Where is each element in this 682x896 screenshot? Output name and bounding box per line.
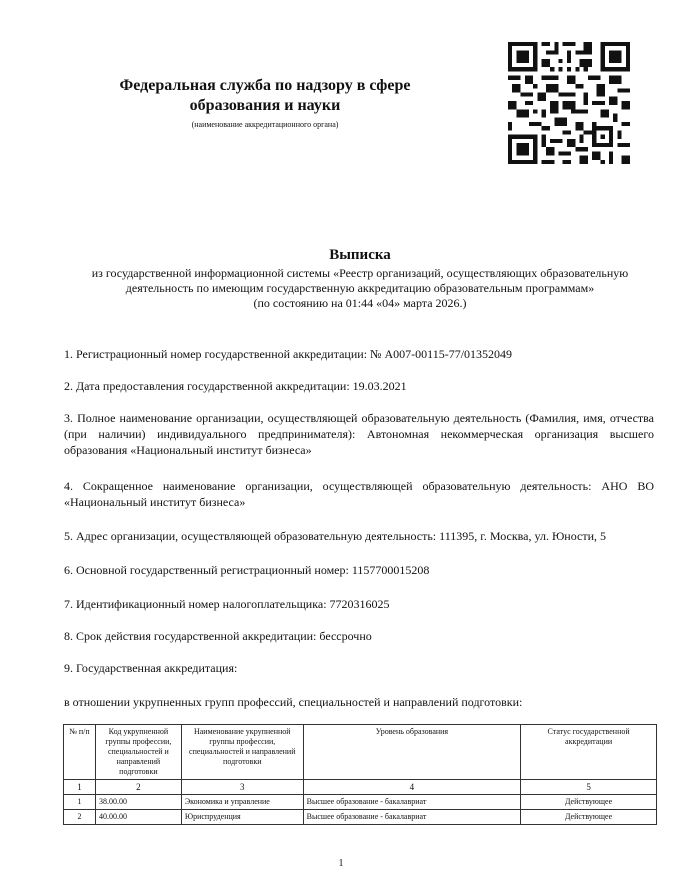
row-level: Высшее образование - бакалавриат xyxy=(303,810,521,825)
row-code: 38.00.00 xyxy=(95,795,181,810)
row-group-name: Юриспруденция xyxy=(181,810,303,825)
column-number: 1 xyxy=(64,780,96,795)
col-header-code: Код укрупненной группы профессии, специальностей и направлений подготовки xyxy=(95,725,181,780)
extract-subtitle-line1: из государственной информационной системы «Реестр организаций, осуществляющих образовательную xyxy=(91,266,629,280)
col-header-status: Статус государственной аккредитации xyxy=(521,725,657,780)
agency-caption: (наименование аккредитационного органа) xyxy=(191,120,339,129)
page-number: 1 xyxy=(338,858,344,869)
qr-code xyxy=(508,42,630,164)
item-accreditation-date: 2. Дата предоставления государственной аккредитации: 19.03.2021 xyxy=(64,379,407,393)
extract-date: (по состоянию на 01:44 «04» марта 2026.) xyxy=(253,296,467,310)
item-validity: 8. Срок действия государственной аккредитации: бессрочно xyxy=(64,629,372,643)
item-short-name: 4. Сокращенное наименование организации, осуществляющей образовательную деятельность: АНО ВО «Национальный институт бизнеса» xyxy=(64,479,654,509)
agency-block xyxy=(80,76,450,129)
column-number: 3 xyxy=(181,780,303,795)
table-column-numbers-row xyxy=(64,780,657,795)
row-code: 40.00.00 xyxy=(95,810,181,825)
col-header-name: Наименование укрупненной группы профессии, специальностей и направлений подготовки xyxy=(181,725,303,780)
table-header-row xyxy=(64,725,657,780)
item-inn: 7. Идентификационный номер налогоплательщика: 7720316025 xyxy=(64,597,390,611)
column-number: 2 xyxy=(95,780,181,795)
extract-subtitle-line2: деятельность по имеющим государственную аккредитацию образовательным программам» xyxy=(125,281,595,295)
row-status: Действующее xyxy=(521,810,657,825)
extract-title: Выписка xyxy=(329,247,391,263)
item-accreditation: 9. Государственная аккредитация: xyxy=(64,661,238,675)
item-groups-intro: в отношении укрупненных групп профессий, специальностей и направлений подготовки: xyxy=(64,695,523,709)
row-group-name: Экономика и управление xyxy=(181,795,303,810)
column-number: 5 xyxy=(521,780,657,795)
row-number: 2 xyxy=(64,810,96,825)
column-number: 4 xyxy=(303,780,521,795)
row-level: Высшее образование - бакалавриат xyxy=(303,795,521,810)
item-address: 5. Адрес организации, осуществляющей образовательную деятельность: 111395, г. Москва, ул. Юности, 5 xyxy=(64,529,606,543)
item-ogrn: 6. Основной государственный регистрационный номер: 1157700015208 xyxy=(64,563,430,577)
row-status: Действующее xyxy=(521,795,657,810)
item-registration-number: 1. Регистрационный номер государственной аккредитации: № А007-00115-77/01352049 xyxy=(64,347,513,361)
col-header-number: № п/п xyxy=(64,725,96,780)
accreditation-table xyxy=(63,724,657,825)
table-row xyxy=(64,795,657,810)
table-row xyxy=(64,810,657,825)
item-full-name: 3. Полное наименование организации, осуществляющей образовательную деятельность (Фамилия, имя, отчества (при наличии) индивидуального предпринимателя): Автономная некоммерческая организация высшего образования «Национальный институт бизнеса» xyxy=(64,411,654,457)
extract-header xyxy=(60,246,660,311)
row-number: 1 xyxy=(64,795,96,810)
col-header-level: Уровень образования xyxy=(303,725,521,780)
agency-name: Федеральная служба по надзору в сфере образования и науки xyxy=(119,77,411,114)
